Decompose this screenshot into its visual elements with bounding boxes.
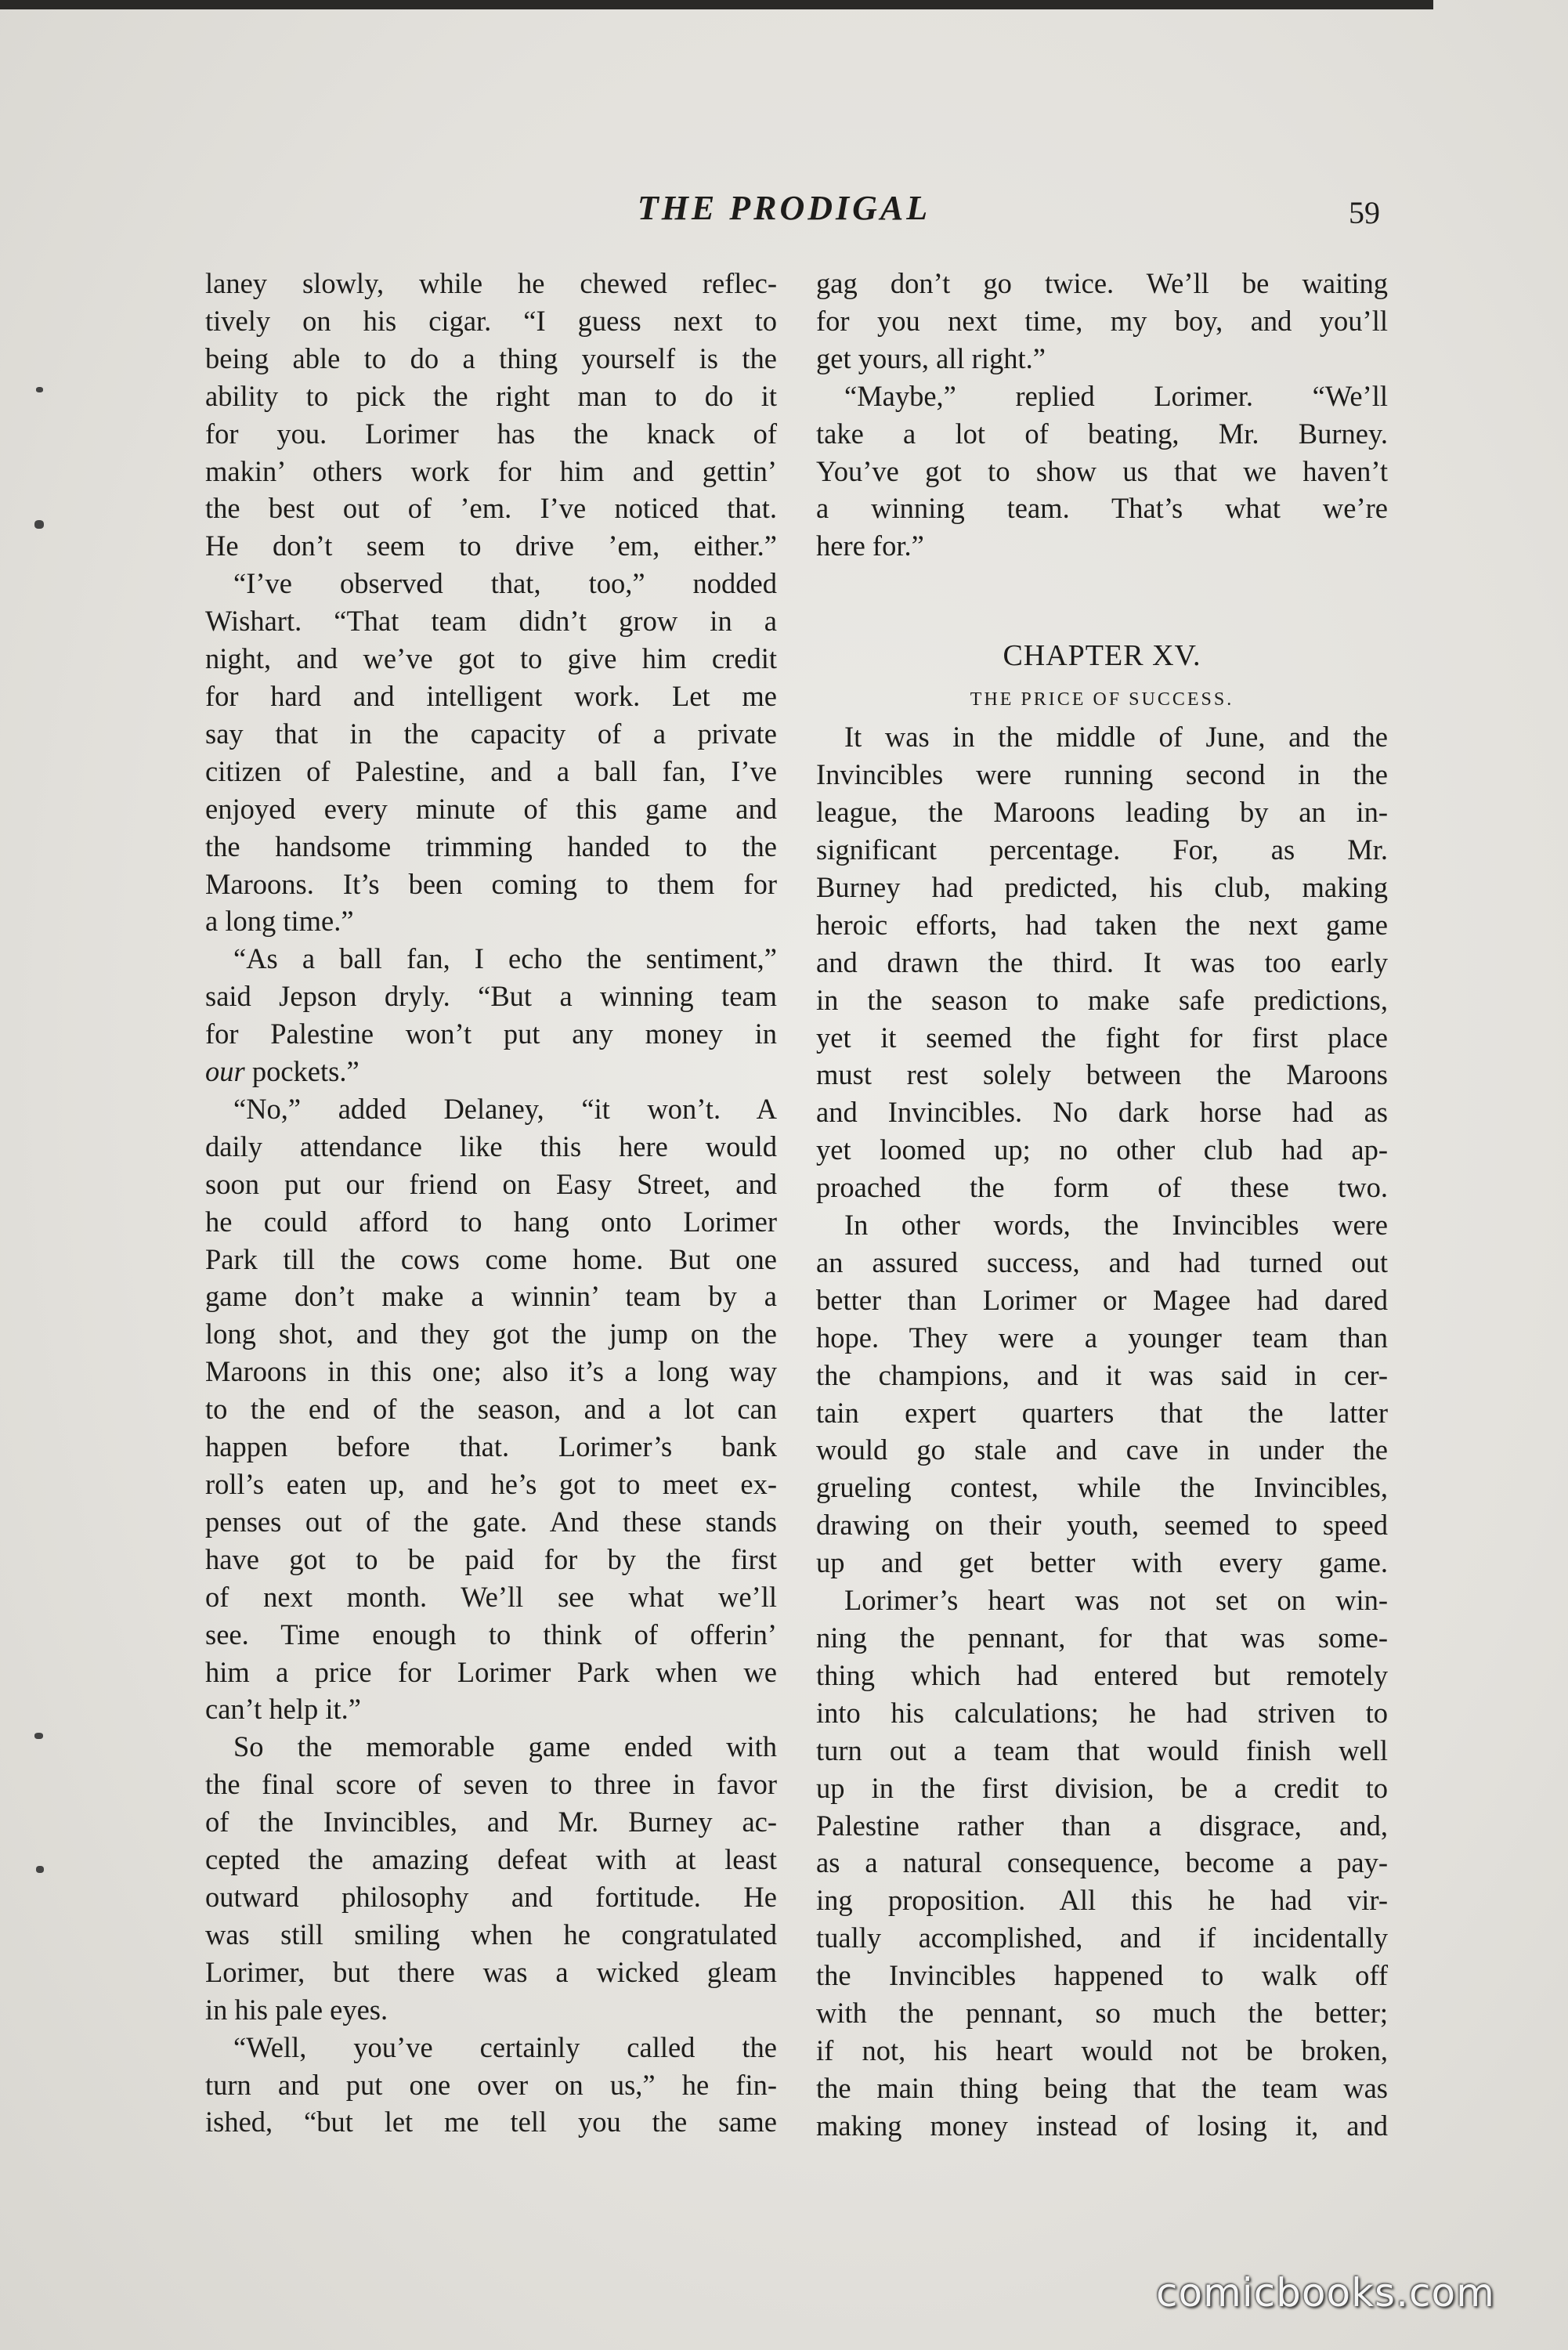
text-line: gag don’t go twice. We’ll be waiting [816,267,1388,299]
text-line: thing which had entered but remotely [816,1658,1388,1691]
text-line: league, the Maroons leading by an in- [816,796,1388,829]
text-line: Maroons in this one; also it’s a long way [205,1355,777,1388]
scan-speck [34,520,44,529]
text-line: “No,” added Delaney, “it won’t. A [233,1092,777,1125]
text-line: get yours, all right.” [816,342,1046,374]
text-line: turn out a team that would finish well [816,1734,1388,1766]
chapter-subtitle: THE PRICE OF SUCCESS. [970,689,1234,710]
running-title: THE PRODIGAL [637,189,931,227]
text-line: here for.” [816,530,924,562]
text-line: must rest solely between the Maroons [816,1058,1388,1091]
text-line: for hard and intelligent work. Let me [205,679,777,712]
chapter-heading: CHAPTER XV. [1003,639,1201,673]
text-line: the Invincibles happened to walk off [816,1959,1388,1992]
text-line: happen before that. Lorimer’s bank [205,1430,777,1463]
text-line: for Palestine won’t put any money in [205,1018,777,1050]
text-line: the handsome trimming handed to the [205,830,777,862]
text-line: You’ve got to show us that we haven’t [816,454,1388,487]
text-line: as a natural consequence, become a pay- [816,1846,1388,1879]
text-line: he could afford to hang onto Lorimer [205,1205,777,1238]
text-line: hope. They were a younger team than [816,1321,1388,1354]
text-line: ished, “but let me tell you the same [205,2106,777,2138]
text-line: He don’t seem to drive ’em, either.” [205,530,777,562]
text-line: enjoyed every minute of this game and [205,792,777,825]
text-line: for you. Lorimer has the knack of [205,417,777,450]
text-line: making money instead of losing it, and [816,2109,1388,2142]
right-column [816,265,1388,2145]
text-line: tually accomplished, and if incidentally [816,1922,1388,1954]
text-line: long shot, and they got the jump on the [205,1318,777,1350]
text-line: the main thing being that the team was [816,2071,1388,2104]
text-line: the final score of seven to three in favor [205,1768,777,1801]
text-line: Park till the cows come home. But one [205,1242,777,1275]
text-line: of next month. We’ll see what we’ll [205,1580,777,1613]
text-line: grueling contest, while the Invincibles, [816,1471,1388,1504]
text-line: up and get better with every game. [816,1546,1388,1579]
text-line: and drawn the third. It was too early [816,945,1388,978]
text-line: Maroons. It’s been coming to them for [205,867,777,900]
text-line: “Maybe,” replied Lorimer. “We’ll [844,379,1388,412]
text-line: game don’t make a winnin’ team by a [205,1280,777,1313]
text-line: if not, his heart would not be broken, [816,2034,1388,2066]
text-line: into his calculations; he had striven to [816,1696,1388,1729]
text-line: tain expert quarters that the latter [816,1396,1388,1429]
text-line: the best out of ’em. I’ve noticed that. [205,492,777,525]
text-line: night, and we’ve got to give him credit [205,642,777,675]
text-line: significant percentage. For, as Mr. [816,833,1388,866]
text-line: the champions, and it was said in cer- [816,1358,1388,1391]
text-line: Invincibles were running second in the [816,758,1388,791]
text-line: with the pennant, so much the better; [816,1997,1388,2030]
text-line: “As a ball fan, I echo the sentiment,” [233,942,777,975]
text-line: an assured success, and had turned out [816,1246,1388,1278]
text-line: him a price for Lorimer Park when we [205,1655,777,1688]
text-line: of the Invincibles, and Mr. Burney ac- [205,1806,777,1838]
text-line: “Well, you’ve certainly called the [233,2030,777,2063]
text-line: have got to be paid for by the first [205,1542,777,1575]
text-line: citizen of Palestine, and a ball fan, I’ve [205,754,777,787]
text-line: outward philosophy and fortitude. He [205,1880,777,1913]
text-line: Palestine rather than a disgrace, and, [816,1809,1388,1842]
text-line: ability to pick the right man to do it [205,379,777,412]
text-line: to the end of the season, and a lot can [205,1393,777,1426]
text-line: daily attendance like this here would [205,1130,777,1162]
text-line: proached the form of these two. [816,1171,1388,1204]
watermark-logo: comicbooks.com [1156,2270,1495,2316]
scan-edge-line [0,0,1433,9]
text-line: laney slowly, while he chewed reflec- [205,267,777,299]
text-line: in his pale eyes. [205,1993,388,2026]
text-line: would go stale and cave in under the [816,1434,1388,1466]
text-line: said Jepson dryly. “But a winning team [205,980,777,1013]
italic-word: our [205,1055,245,1088]
text-line: being able to do a thing yourself is the [205,342,777,374]
text-line: drawing on their youth, seemed to speed [816,1509,1388,1542]
text-line: in the season to make safe predictions, [816,983,1388,1016]
text-line: In other words, the Invincibles were [844,1209,1388,1242]
text-line: can’t help it.” [205,1693,361,1726]
text-line: a winning team. That’s what we’re [816,492,1388,525]
text-line: tively on his cigar. “I guess next to [205,304,777,337]
text-line: was still smiling when he congratulated [205,1918,777,1950]
text-line: heroic efforts, had taken the next game [816,908,1388,941]
scan-speck [36,1866,44,1873]
text-line: It was in the middle of June, and the [844,721,1388,754]
text-line: ning the pennant, for that was some- [816,1622,1388,1654]
text-line: Wishart. “That team didn’t grow in a [205,605,777,638]
text-line: yet loomed up; no other club had ap- [816,1133,1388,1166]
text-fragment: pockets.” [244,1055,359,1088]
scan-speck [36,387,43,392]
text-line: and Invincibles. No dark horse had as [816,1096,1388,1129]
text-line: a long time.” [205,905,354,938]
text-line: up in the first division, be a credit to [816,1771,1388,1804]
text-line: roll’s eaten up, and he’s got to meet ex- [205,1468,777,1500]
text-line: yet it seemed the fight for first place [816,1021,1388,1054]
text-line: makin’ others work for him and gettin’ [205,454,777,487]
text-line: take a lot of beating, Mr. Burney. [816,417,1388,450]
text-line: for you next time, my boy, and you’ll [816,304,1388,337]
text-line: Lorimer, but there was a wicked gleam [205,1955,777,1988]
text-line: penses out of the gate. And these stands [205,1505,777,1538]
left-column [205,265,777,2141]
text-line: Lorimer’s heart was not set on win- [844,1584,1388,1617]
text-line: ing proposition. All this he had vir- [816,1884,1388,1917]
page-number: 59 [1349,195,1380,230]
text-line: say that in the capacity of a private [205,717,777,750]
text-line: cepted the amazing defeat with at least [205,1843,777,1876]
text-line [205,1053,777,1090]
text-line: soon put our friend on Easy Street, and [205,1167,777,1200]
text-line: see. Time enough to think of offerin’ [205,1618,777,1650]
scan-speck [34,1733,43,1739]
text-line: So the memorable game ended with [233,1730,777,1763]
text-line: Burney had predicted, his club, making [816,870,1388,903]
text-line: “I’ve observed that, too,” nodded [233,567,777,600]
text-line: turn and put one over on us,” he fin- [205,2068,777,2101]
text-line: better than Lorimer or Magee had dared [816,1283,1388,1316]
